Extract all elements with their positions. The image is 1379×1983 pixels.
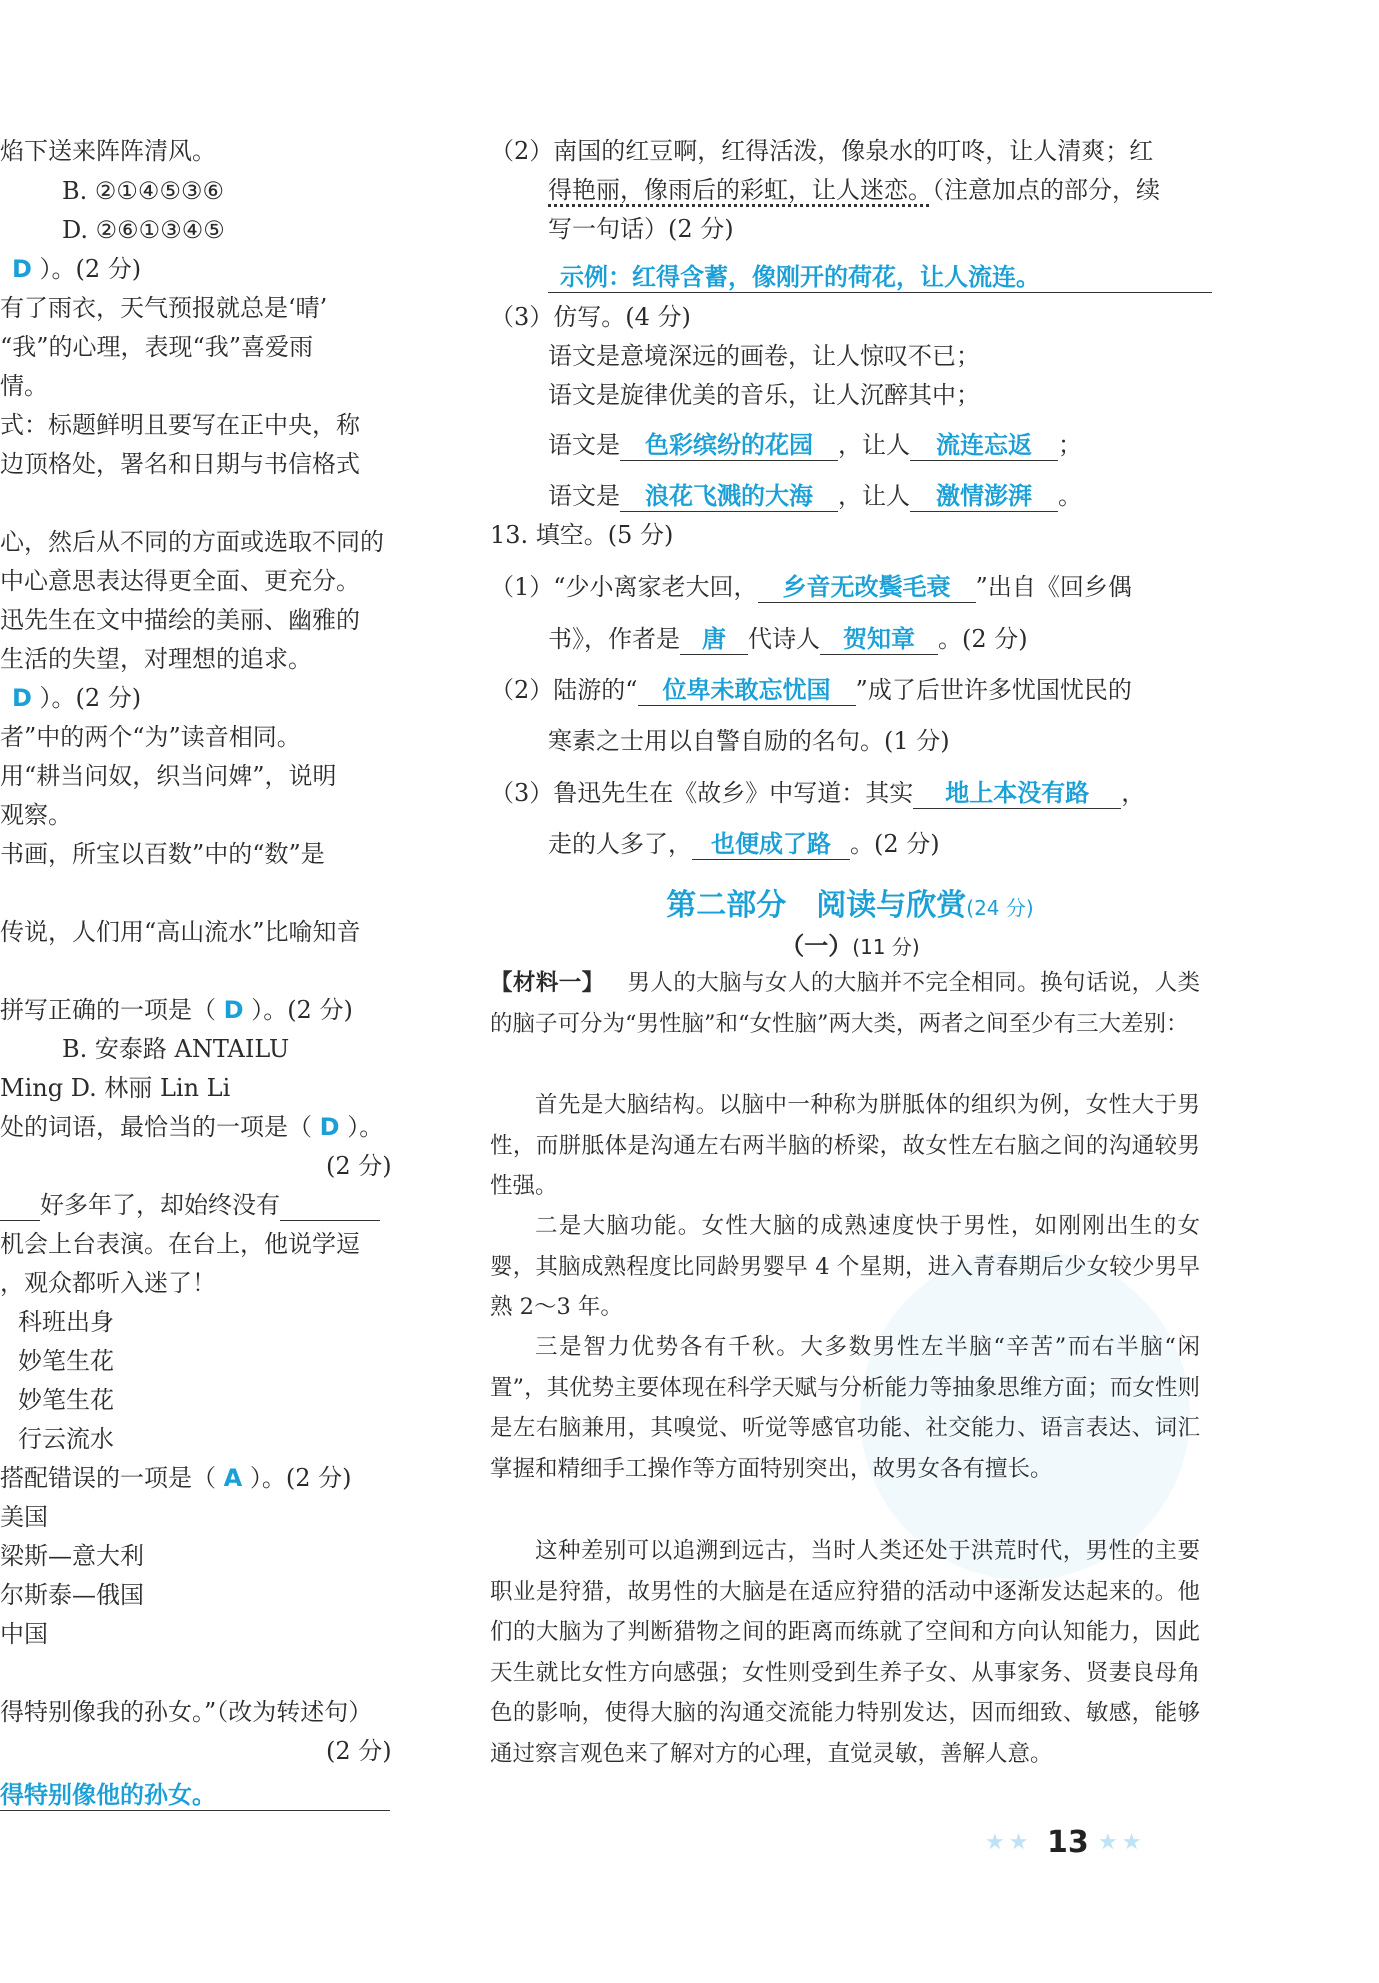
answer-value: D bbox=[12, 255, 32, 283]
answer-value: D bbox=[319, 1113, 340, 1141]
question-text: 搭配错误的一项是（ bbox=[0, 1464, 224, 1492]
fill-line bbox=[548, 624, 1028, 655]
question-3-title: （3）仿写。(4 分) bbox=[490, 303, 691, 331]
option-b: B. 安泰路 ANTAILU bbox=[62, 1035, 290, 1063]
text-line: 生活的失望，对理想的追求。 bbox=[0, 645, 312, 673]
points-text: ）。(2 分) bbox=[242, 1464, 352, 1492]
option-text: 中国 bbox=[0, 1620, 48, 1648]
question-2-line2 bbox=[548, 175, 1160, 205]
text: ，让人 bbox=[838, 431, 910, 459]
answer-blank: 激情澎湃 bbox=[910, 481, 1058, 512]
answer-value: D bbox=[223, 996, 244, 1024]
text: 。(2 分) bbox=[938, 625, 1028, 653]
answer-value: D bbox=[12, 684, 32, 712]
text: ”成了后世许多忧国忧民的 bbox=[855, 676, 1132, 704]
option-text: 美国 bbox=[0, 1503, 48, 1531]
answer-blank: 唐 bbox=[680, 624, 748, 655]
text: 书》，作者是 bbox=[548, 625, 680, 653]
text-line: 情。 bbox=[0, 372, 48, 400]
text-line: 焰下送来阵阵清风。 bbox=[0, 137, 216, 165]
fill-line bbox=[548, 481, 1082, 512]
text: ， bbox=[1121, 779, 1146, 807]
answer-blank: 色彩缤纷的花园 bbox=[620, 430, 838, 461]
answer-text: 得特别像他的孙女。 bbox=[0, 1780, 390, 1811]
answer-line bbox=[0, 1112, 383, 1142]
passage-paragraph: 这种差别可以追溯到远古，当时人类还处于洪荒时代，男性的主要职业是狩猎，故男性的大脑是在适应狩猎的活动中逐渐发达起来的。他们的大脑为了判断猎物之间的距离而练就了空间和方向认知能力，因此天生就比女性方向感强；女性则受到生养子女、从事家务、贤妻良母角色的影响，使得大脑的沟通交流能力特别发达，因而细致、敏感，能够通过察言观色来了解对方的心理，直觉灵敏，善解人意。 bbox=[490, 1538, 1200, 1767]
question-text: 处的词语，最恰当的一项是（ bbox=[0, 1113, 320, 1141]
points-text: ）。(2 分) bbox=[31, 255, 142, 283]
decorative-stars: ★★ bbox=[985, 1830, 1033, 1855]
option-text: 尔斯泰—俄国 bbox=[0, 1581, 144, 1609]
option-d: D. ②⑥①③④⑤ bbox=[62, 216, 225, 244]
text: 走的人多了， bbox=[548, 830, 692, 858]
points-text: (2 分) bbox=[326, 1737, 392, 1765]
blank bbox=[0, 1190, 40, 1221]
option-text: 妙笔生花 bbox=[18, 1386, 114, 1414]
subsection-title-text: （一） bbox=[780, 932, 853, 960]
text: 代诗人 bbox=[748, 625, 820, 653]
text: ”出自《回乡偶 bbox=[975, 573, 1132, 601]
text-line: 传说，人们用“高山流水”比喻知音 bbox=[0, 918, 361, 946]
passage-paragraph: 三是智力优势各有千秋。大多数男性左半脑“辛苦”而右半脑“闲置”，其优势主要体现在科学天赋与分析能力等抽象思维方面；而女性则是左右脑兼用，其嗅觉、听觉等感官功能、社交能力、语言表达、词汇掌握和精细手工操作等方面特别突出，故男女各有擅长。 bbox=[490, 1334, 1200, 1482]
text: ； bbox=[1058, 431, 1082, 459]
text: 语文是 bbox=[548, 431, 620, 459]
fill-line bbox=[490, 778, 1145, 809]
answer-blank: 流连忘返 bbox=[910, 430, 1058, 461]
paragraph-text: 男人的大脑与女人的大脑并不完全相同。换句话说，人类的脑子可分为“男性脑”和“女性脑”两大类，两者之间至少有三大差别： bbox=[490, 970, 1200, 1037]
question-text: 拼写正确的一项是（ bbox=[0, 996, 224, 1024]
question-13-title: 13. 填空。(5 分) bbox=[490, 521, 674, 549]
material-tag: 【材料一】 bbox=[490, 970, 605, 996]
option-text: 行云流水 bbox=[18, 1425, 114, 1453]
subsection-points: (11 分) bbox=[852, 935, 920, 959]
instruction-text: （注意加点的部分，续 bbox=[932, 176, 1160, 204]
question-2 bbox=[490, 136, 1153, 166]
points-text: ）。 bbox=[339, 1113, 384, 1141]
text-line: 有了雨衣，天气预报就总是‘晴’ bbox=[0, 294, 328, 322]
question-number: （2） bbox=[490, 137, 554, 165]
text-line: 迅先生在文中描绘的美丽、幽雅的 bbox=[0, 606, 360, 634]
section-points: (24 分) bbox=[966, 896, 1034, 920]
text: （2）陆游的“ bbox=[490, 676, 638, 704]
text-line: 边顶格处，署名和日期与书信格式 bbox=[0, 450, 360, 478]
text-line: “我”的心理，表现“我”喜爱雨 bbox=[0, 333, 314, 361]
passage-paragraph bbox=[490, 963, 1200, 1044]
answer-value: A bbox=[223, 1464, 243, 1492]
answer-line bbox=[0, 683, 141, 713]
answer-blank: 浪花飞溅的大海 bbox=[620, 481, 838, 512]
text: ，让人 bbox=[838, 482, 910, 510]
option-text: 梁斯—意大利 bbox=[0, 1542, 144, 1570]
question-text: 好多年了，却始终没有 bbox=[40, 1191, 280, 1219]
text-line: 者”中的两个“为”读音相同。 bbox=[0, 723, 301, 751]
points-text: (2 分) bbox=[326, 1152, 392, 1180]
option-text: 妙笔生花 bbox=[18, 1347, 114, 1375]
fill-line bbox=[548, 829, 940, 860]
passage-paragraph: 二是大脑功能。女性大脑的成熟速度快于男性，如刚刚出生的女婴，其脑成熟程度比同龄男婴早 4 个星期，进入青春期后少女较少男早熟 2～3 年。 bbox=[490, 1213, 1200, 1320]
dotted-text: 得艳丽，像雨后的彩虹，让人迷恋。 bbox=[548, 176, 932, 204]
section-title-text: 第二部分 阅读与欣赏 bbox=[666, 888, 967, 923]
fill-line bbox=[0, 1190, 380, 1221]
section-title bbox=[490, 880, 1210, 924]
text-line: 中心意思表达得更全面、更充分。 bbox=[0, 567, 360, 595]
text-line: 式：标题鲜明且要写在正中央，称 bbox=[0, 411, 360, 439]
decorative-stars: ★★ bbox=[1098, 1830, 1146, 1855]
answer-line bbox=[0, 254, 141, 284]
text-line: 语文是意境深远的画卷，让人惊叹不已； bbox=[548, 342, 980, 370]
text-line: 得特别像我的孙女。”（改为转述句） bbox=[0, 1698, 373, 1726]
answer-blank: 乡音无改鬓毛衰 bbox=[758, 572, 976, 603]
fill-line bbox=[548, 430, 1082, 461]
text-line: 机会上台表演。在台上，他说学逗 bbox=[0, 1230, 360, 1258]
blank bbox=[280, 1190, 380, 1221]
answer-blank: 也便成了路 bbox=[692, 829, 850, 860]
text-line: ，观众都听入迷了！ bbox=[0, 1269, 216, 1297]
text-line: 语文是旋律优美的音乐，让人沉醉其中； bbox=[548, 381, 980, 409]
question-text: 南国的红豆啊，红得活泼，像泉水的叮咚，让人清爽；红 bbox=[553, 137, 1154, 165]
text-line: 书画，所宝以百数”中的“数”是 bbox=[0, 840, 325, 868]
option-b: B. ②①④⑤③⑥ bbox=[62, 177, 224, 205]
text: （3）鲁迅先生在《故乡》中写道：其实 bbox=[490, 779, 914, 807]
option-text: 科班出身 bbox=[18, 1308, 114, 1336]
text-line: 用“耕当问奴，织当问婢”，说明 bbox=[0, 762, 337, 790]
text: （1）“少小离家老大回， bbox=[490, 573, 758, 601]
answer-line bbox=[0, 995, 353, 1025]
answer-blank: 地上本没有路 bbox=[913, 778, 1121, 809]
page-number: 13 bbox=[1047, 1825, 1089, 1860]
points-text: ）。(2 分) bbox=[243, 996, 353, 1024]
text-line: 心，然后从不同的方面或选取不同的 bbox=[0, 528, 384, 556]
text-line: 观察。 bbox=[0, 801, 72, 829]
answer-blank: 贺知章 bbox=[820, 624, 938, 655]
answer-line bbox=[0, 1463, 351, 1493]
points-text: ）。(2 分) bbox=[31, 684, 142, 712]
option-c-d: Ming D. 林丽 Lin Li bbox=[0, 1074, 231, 1102]
text: 。 bbox=[1058, 482, 1082, 510]
question-2-line3: 写一句话）(2 分) bbox=[548, 215, 734, 243]
answer-text: 示例：红得含蓄，像刚开的荷花，让人流连。 bbox=[548, 262, 1212, 293]
subsection-title bbox=[490, 926, 1210, 961]
answer-blank: 位卑未敢忘忧国 bbox=[638, 675, 856, 706]
fill-line bbox=[490, 572, 1132, 603]
text: 语文是 bbox=[548, 482, 620, 510]
passage-paragraph: 首先是大脑结构。以脑中一种称为胼胝体的组织为例，女性大于男性，而胼胝体是沟通左右两半脑的桥梁，故女性左右脑之间的沟通较男性强。 bbox=[490, 1092, 1200, 1199]
fill-line bbox=[490, 675, 1132, 706]
text-line: 寒素之士用以自警自励的名句。(1 分) bbox=[548, 727, 950, 755]
text: 。(2 分) bbox=[850, 830, 940, 858]
